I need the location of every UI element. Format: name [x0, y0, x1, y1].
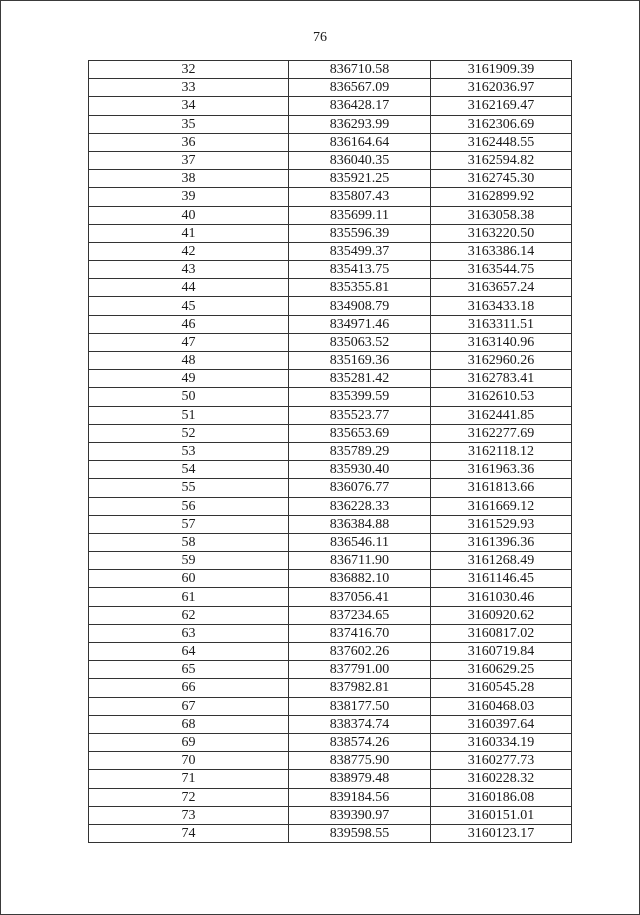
page-number: 76: [313, 30, 327, 45]
y-coordinate-cell: 3163386.14: [431, 242, 572, 260]
point-number-cell: 48: [89, 352, 289, 370]
y-coordinate-cell: 3162169.47: [431, 97, 572, 115]
y-coordinate-cell: 3163544.75: [431, 261, 572, 279]
table-row: [89, 733, 572, 751]
point-number-cell: 57: [89, 515, 289, 533]
y-coordinate-cell: 3162448.55: [431, 133, 572, 151]
y-coordinate-cell: 3161963.36: [431, 461, 572, 479]
point-number-cell: 60: [89, 570, 289, 588]
point-number-cell: 61: [89, 588, 289, 606]
x-coordinate-cell: 837056.41: [289, 588, 431, 606]
x-coordinate-cell: 835063.52: [289, 333, 431, 351]
x-coordinate-cell: 839184.56: [289, 788, 431, 806]
y-coordinate-cell: 3160277.73: [431, 752, 572, 770]
point-number-cell: 63: [89, 624, 289, 642]
x-coordinate-cell: 835653.69: [289, 424, 431, 442]
point-number-cell: 46: [89, 315, 289, 333]
x-coordinate-cell: 835499.37: [289, 242, 431, 260]
y-coordinate-cell: 3162036.97: [431, 79, 572, 97]
table-row: [89, 661, 572, 679]
y-coordinate-cell: 3161909.39: [431, 61, 572, 79]
x-coordinate-cell: 836040.35: [289, 151, 431, 169]
y-coordinate-cell: 3160334.19: [431, 733, 572, 751]
point-number-cell: 33: [89, 79, 289, 97]
x-coordinate-cell: 838574.26: [289, 733, 431, 751]
x-coordinate-cell: 836882.10: [289, 570, 431, 588]
y-coordinate-cell: 3162594.82: [431, 151, 572, 169]
x-coordinate-cell: 835930.40: [289, 461, 431, 479]
x-coordinate-cell: 836546.11: [289, 533, 431, 551]
point-number-cell: 64: [89, 643, 289, 661]
x-coordinate-cell: 836164.64: [289, 133, 431, 151]
y-coordinate-cell: 3163058.38: [431, 206, 572, 224]
table-row: [89, 479, 572, 497]
y-coordinate-cell: 3162118.12: [431, 442, 572, 460]
y-coordinate-cell: 3160186.08: [431, 788, 572, 806]
point-number-cell: 35: [89, 115, 289, 133]
y-coordinate-cell: 3160719.84: [431, 643, 572, 661]
x-coordinate-cell: 836384.88: [289, 515, 431, 533]
x-coordinate-cell: 836076.77: [289, 479, 431, 497]
table-row: [89, 606, 572, 624]
point-number-cell: 62: [89, 606, 289, 624]
table-row: [89, 388, 572, 406]
y-coordinate-cell: 3162277.69: [431, 424, 572, 442]
x-coordinate-cell: 835596.39: [289, 224, 431, 242]
x-coordinate-cell: 836710.58: [289, 61, 431, 79]
y-coordinate-cell: 3162610.53: [431, 388, 572, 406]
x-coordinate-cell: 836567.09: [289, 79, 431, 97]
x-coordinate-cell: 837416.70: [289, 624, 431, 642]
y-coordinate-cell: 3162960.26: [431, 352, 572, 370]
y-coordinate-cell: 3161529.93: [431, 515, 572, 533]
point-number-cell: 32: [89, 61, 289, 79]
table-row: [89, 770, 572, 788]
coordinate-table: [88, 60, 572, 843]
table-row: [89, 788, 572, 806]
y-coordinate-cell: 3160920.62: [431, 606, 572, 624]
point-number-cell: 37: [89, 151, 289, 169]
point-number-cell: 58: [89, 533, 289, 551]
table-row: [89, 715, 572, 733]
point-number-cell: 59: [89, 552, 289, 570]
table-row: [89, 97, 572, 115]
x-coordinate-cell: 837602.26: [289, 643, 431, 661]
x-coordinate-cell: 839390.97: [289, 806, 431, 824]
x-coordinate-cell: 837234.65: [289, 606, 431, 624]
x-coordinate-cell: 835281.42: [289, 370, 431, 388]
x-coordinate-cell: 836228.33: [289, 497, 431, 515]
point-number-cell: 41: [89, 224, 289, 242]
x-coordinate-cell: 836428.17: [289, 97, 431, 115]
point-number-cell: 47: [89, 333, 289, 351]
point-number-cell: 68: [89, 715, 289, 733]
y-coordinate-cell: 3162745.30: [431, 170, 572, 188]
y-coordinate-cell: 3161146.45: [431, 570, 572, 588]
table-row: [89, 533, 572, 551]
y-coordinate-cell: 3160629.25: [431, 661, 572, 679]
y-coordinate-cell: 3160817.02: [431, 624, 572, 642]
table-row: [89, 406, 572, 424]
point-number-cell: 38: [89, 170, 289, 188]
x-coordinate-cell: 837791.00: [289, 661, 431, 679]
point-number-cell: 65: [89, 661, 289, 679]
y-coordinate-cell: 3163433.18: [431, 297, 572, 315]
point-number-cell: 42: [89, 242, 289, 260]
y-coordinate-cell: 3161030.46: [431, 588, 572, 606]
x-coordinate-cell: 835921.25: [289, 170, 431, 188]
table-row: [89, 115, 572, 133]
y-coordinate-cell: 3162783.41: [431, 370, 572, 388]
x-coordinate-cell: 835789.29: [289, 442, 431, 460]
point-number-cell: 74: [89, 824, 289, 842]
table-row: [89, 352, 572, 370]
y-coordinate-cell: 3162306.69: [431, 115, 572, 133]
table-row: [89, 242, 572, 260]
point-number-cell: 56: [89, 497, 289, 515]
table-row: [89, 424, 572, 442]
point-number-cell: 44: [89, 279, 289, 297]
table-row: [89, 752, 572, 770]
point-number-cell: 51: [89, 406, 289, 424]
x-coordinate-cell: 838979.48: [289, 770, 431, 788]
table-row: [89, 188, 572, 206]
table-row: [89, 297, 572, 315]
table-row: [89, 497, 572, 515]
point-number-cell: 50: [89, 388, 289, 406]
table-row: [89, 461, 572, 479]
table-row: [89, 643, 572, 661]
point-number-cell: 40: [89, 206, 289, 224]
y-coordinate-cell: 3163140.96: [431, 333, 572, 351]
y-coordinate-cell: 3161268.49: [431, 552, 572, 570]
table-row: [89, 588, 572, 606]
point-number-cell: 45: [89, 297, 289, 315]
table-row: [89, 79, 572, 97]
point-number-cell: 34: [89, 97, 289, 115]
y-coordinate-cell: 3162899.92: [431, 188, 572, 206]
y-coordinate-cell: 3160123.17: [431, 824, 572, 842]
x-coordinate-cell: 835523.77: [289, 406, 431, 424]
y-coordinate-cell: 3160468.03: [431, 697, 572, 715]
x-coordinate-cell: 834908.79: [289, 297, 431, 315]
table-row: [89, 61, 572, 79]
x-coordinate-cell: 838177.50: [289, 697, 431, 715]
table-row: [89, 151, 572, 169]
point-number-cell: 72: [89, 788, 289, 806]
y-coordinate-cell: 3163220.50: [431, 224, 572, 242]
table-row: [89, 133, 572, 151]
point-number-cell: 49: [89, 370, 289, 388]
table-row: [89, 624, 572, 642]
table-row: [89, 679, 572, 697]
table-row: [89, 261, 572, 279]
y-coordinate-cell: 3161669.12: [431, 497, 572, 515]
x-coordinate-cell: 837982.81: [289, 679, 431, 697]
x-coordinate-cell: 835355.81: [289, 279, 431, 297]
point-number-cell: 70: [89, 752, 289, 770]
table-row: [89, 333, 572, 351]
y-coordinate-cell: 3160545.28: [431, 679, 572, 697]
table-row: [89, 697, 572, 715]
x-coordinate-cell: 835399.59: [289, 388, 431, 406]
y-coordinate-cell: 3161396.36: [431, 533, 572, 551]
y-coordinate-cell: 3162441.85: [431, 406, 572, 424]
point-number-cell: 53: [89, 442, 289, 460]
coordinate-table-body: [89, 61, 572, 843]
point-number-cell: 71: [89, 770, 289, 788]
table-row: [89, 279, 572, 297]
point-number-cell: 73: [89, 806, 289, 824]
point-number-cell: 43: [89, 261, 289, 279]
table-row: [89, 315, 572, 333]
table-row: [89, 570, 572, 588]
table-row: [89, 170, 572, 188]
x-coordinate-cell: 836711.90: [289, 552, 431, 570]
x-coordinate-cell: 835169.36: [289, 352, 431, 370]
table-row: [89, 370, 572, 388]
table-row: [89, 442, 572, 460]
table-row: [89, 206, 572, 224]
table-row: [89, 552, 572, 570]
point-number-cell: 66: [89, 679, 289, 697]
x-coordinate-cell: 834971.46: [289, 315, 431, 333]
x-coordinate-cell: 835699.11: [289, 206, 431, 224]
table-row: [89, 515, 572, 533]
y-coordinate-cell: 3160228.32: [431, 770, 572, 788]
x-coordinate-cell: 835413.75: [289, 261, 431, 279]
y-coordinate-cell: 3160397.64: [431, 715, 572, 733]
point-number-cell: 67: [89, 697, 289, 715]
point-number-cell: 39: [89, 188, 289, 206]
x-coordinate-cell: 835807.43: [289, 188, 431, 206]
x-coordinate-cell: 838775.90: [289, 752, 431, 770]
table-row: [89, 224, 572, 242]
x-coordinate-cell: 836293.99: [289, 115, 431, 133]
y-coordinate-cell: 3163657.24: [431, 279, 572, 297]
point-number-cell: 52: [89, 424, 289, 442]
y-coordinate-cell: 3163311.51: [431, 315, 572, 333]
point-number-cell: 69: [89, 733, 289, 751]
table-row: [89, 824, 572, 842]
point-number-cell: 55: [89, 479, 289, 497]
x-coordinate-cell: 838374.74: [289, 715, 431, 733]
x-coordinate-cell: 839598.55: [289, 824, 431, 842]
point-number-cell: 36: [89, 133, 289, 151]
y-coordinate-cell: 3160151.01: [431, 806, 572, 824]
table-row: [89, 806, 572, 824]
point-number-cell: 54: [89, 461, 289, 479]
y-coordinate-cell: 3161813.66: [431, 479, 572, 497]
